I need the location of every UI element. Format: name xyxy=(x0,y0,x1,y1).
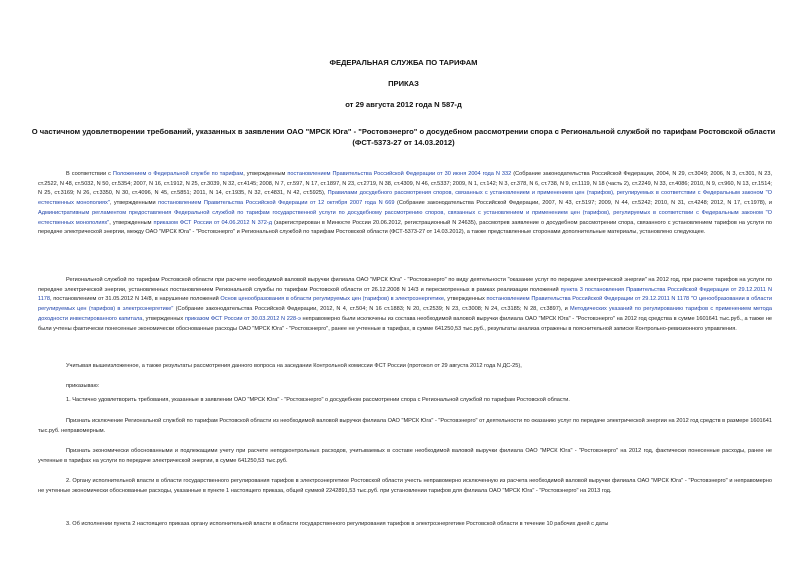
link-fts-order-372[interactable]: приказом ФСТ России от 04.06.2012 N 372-д xyxy=(153,219,273,226)
text-span: (Собрание законодательства Российской Федерации, 2007, N 43, ст.5197; 2009, N 44, ст.5242; 2010, N 31, ст.4248; 2012, N 17, ст.1978), и xyxy=(394,200,772,207)
text-span: , утвержденных xyxy=(443,296,487,303)
paragraph-item-1-expenses: Признать экономически обоснованными и подлежащими учету при расчете неподконтрольных расходов, учитываемых в составе необходимой валовой выручки филиала ОАО "МРСК Юга" - "Ростовэнерго" на 2012 год, фактически понесенные расходы, ранее не учтенные в тарифах на услуги по передаче электрической энергии, в сумме 641250,53 тыс.руб. xyxy=(38,448,772,464)
paragraph-item-3: 3. Об исполнении пункта 2 настоящего приказа органу исполнительной власти в области государственного регулирования тарифов в электроэнергетике Ростовской области в течение 10 рабочих дней с даты xyxy=(66,521,609,527)
paragraph-findings xyxy=(38,276,772,334)
link-fts-regulation[interactable]: Положением о Федеральной службе по тарифам xyxy=(112,171,244,177)
link-government-resolution-332[interactable]: постановлением Правительства Российской Федерации от 30 июня 2004 года N 332 xyxy=(287,171,512,177)
link-resolution-1178-point-3[interactable]: пункта 3 постановления Правительства Российской Федерации от 29.12.2011 N 1178 xyxy=(38,286,772,303)
link-pricing-basics[interactable]: Основ ценообразования в области регулируемых цен (тарифов) в электроэнергетике xyxy=(220,296,444,303)
text-span: , утвержденными xyxy=(109,200,159,207)
document-date-number: от 29 августа 2012 года N 587-д xyxy=(345,100,462,109)
text-span: , утвержденным xyxy=(243,171,288,177)
text-span: (зарегистрирован в Минюсте России 20.06.2012, регистрационный N 24635), рассмотрев заявление о досудебном рассмотрении спора, связанного с установлением тарифов на услуги по передаче электрической энергии, между ОАО "МРСК Юга" - "Ростовэнерго" и Региональной службой по тарифам Ростовской области (ФСТ-5373-27 от 14.03.2012), а также представленные сторонами дополнительные материалы, установлено следующее. xyxy=(38,219,772,236)
link-methodical-guidelines[interactable]: Методических указаний по регулированию тарифов с применением метода доходности инвестированного капитала xyxy=(38,306,772,322)
text-span: , утвержденным xyxy=(109,219,154,226)
text-span: (Собрание законодательства Российской Федерации, 2012, N 4, ст.504; N 16 ст.1883; N 20, ст.2539; N 23, ст.3008; N 24, ст.3185; N 28, ст.3897), и xyxy=(173,306,571,313)
text-span: В соответствии с xyxy=(66,171,113,177)
link-administrative-regulation[interactable]: Административным регламентом предоставления Федеральной службой по тарифам государственной услуги по досудебному рассмотрению споров, связанных с установлением и применением цен (тарифов), регулируемых в соответствии с Федеральным законом "О естественных монополиях" xyxy=(38,209,772,226)
text-span: неправомерно были исключены из состава необходимой валовой выручки филиала ОАО "МРСК Юга" - "Ростовэнерго" на 2012 год средства в сумме 1601641 тыс.руб., а также не были учтены фактически понесенные экономически обоснованные расходы ОАО "МРСК Юга" - "Ростовэнерго", ранее не учтенные в тарифах, в сумме 641250,53 тыс.руб., результаты анализа отражены в пояснительной записке Контрольно-ревизионного управления. xyxy=(38,315,773,332)
link-fts-order-228[interactable]: приказом ФСТ России от 30.03.2012 N 228-э xyxy=(184,315,301,322)
link-government-resolution-1178[interactable]: постановлением Правительства Российской Федерации от 29.12.2011 N 1178 "О ценообразовании в области регулируемых цен (тарифов) в электроэнергетике" xyxy=(38,296,773,313)
paragraph-item-2: 2. Органу исполнительной власти в области государственного регулирования тарифов в электроэнергетике Ростовской области учесть неправомерно исключенную из расчета необходимой валовой выручки филиала ОАО "МРСК Юга" - "Ростовэнерго" и неправомерно не учтенные экономически обоснованные расходы, указанные в пункте 1 настоящего приказа, общей суммой 2242891,53 тыс.руб. при установлении тарифов для филиала ОАО "МРСК Юга" - "Ростовэнерго" на 2013 год. xyxy=(38,478,772,494)
document-type-heading: ПРИКАЗ xyxy=(388,79,419,88)
link-government-resolution-669[interactable]: постановлением Правительства Российской Федерации от 12 октября 2007 года N 669 xyxy=(158,200,395,207)
text-span: (Собрание законодательства Российской Федерации, 2004, N 29, ст.3049; 2006, N 3, ст.301, N 23, ст.2522, N 48, ст.5032, N 50, ст.5354; 2007, N 16, ст.1912, N 25, ст.3039, N 32, ст.4145; 2008, N 7, ст.597, N 17, ст.1897, N 23, ст.2719, N 38, ст.4309, N 46, ст.5337; 2009, N 1, ст.142; N 3, ст.378, N 6, ст.738, N 9, ст.1119, N 18 (часть 2), ст.2249, N 33, ст.4086; 2010, N 9, ст.960, N 13, ст.1514; N 25, ст.3169; N 26, ст.3350, N 30, ст.4096, N 45, ст.5851; 2011, N 14, ст.1935, N 32, ст.4831, N 42, ст.5925), xyxy=(38,171,772,197)
text-span: Региональной службой по тарифам Ростовской области при расчете необходимой валовой выручки филиала ОАО "МРСК Юга" - "Ростовэнерго" по виду деятельности "оказание услуг по передаче электрической энергии" на 2012 год, при расчете тарифов на услуги по передаче электрической энергии, установленных постановлением Региональной службы по тарифам Ростовской области от 26.12.2008 N 14/3 и пересмотренных в рамках реализации положений xyxy=(38,277,772,293)
paragraph-legal-basis xyxy=(38,170,772,238)
paragraph-considering: Учитывая вышеизложенное, а также результаты рассмотрения данного вопроса на заседании Контрольной комиссии ФСТ России (протокол от 29 августа 2012 года N ДС-25), xyxy=(66,363,522,369)
document-title: О частичном удовлетворении требований, указанных в заявлении ОАО "МРСК Юга" - "Ростовэнерго" о досудебном рассмотрении спора с Региональной службой по тарифам Ростовской области (ФСТ-5373-27 от 14.03.2012) xyxy=(31,127,776,147)
paragraph-item-1: 1. Частично удовлетворить требования, указанные в заявлении ОАО "МРСК Юга" - "Ростовэнерго" о досудебном рассмотрении спора с Региональной службой по тарифам Ростовской области. xyxy=(66,397,570,403)
text-span: , утвержденных xyxy=(142,315,185,322)
paragraph-item-1-exclusion: Признать исключение Региональной службой по тарифам Ростовской области из необходимой валовой выручки филиала ОАО "МРСК Юга" - "Ростовэнерго" от деятельности по оказанию услуг по передаче электрической энергии на 2012 год средств в размере 1601641 тыс.руб. неправомерным. xyxy=(38,418,772,434)
text-span: , постановлением от 31.05.2012 N 14/8, в нарушение положений xyxy=(50,296,221,303)
paragraph-order: приказываю: xyxy=(66,383,100,389)
link-dispute-rules[interactable]: Правилами досудебного рассмотрения споров, связанных с установлением и применением цен (тарифов), регулируемых в соответствии с Федеральным законом "О естественных монополиях" xyxy=(38,190,772,207)
agency-heading: ФЕДЕРАЛЬНАЯ СЛУЖБА ПО ТАРИФАМ xyxy=(329,58,478,67)
